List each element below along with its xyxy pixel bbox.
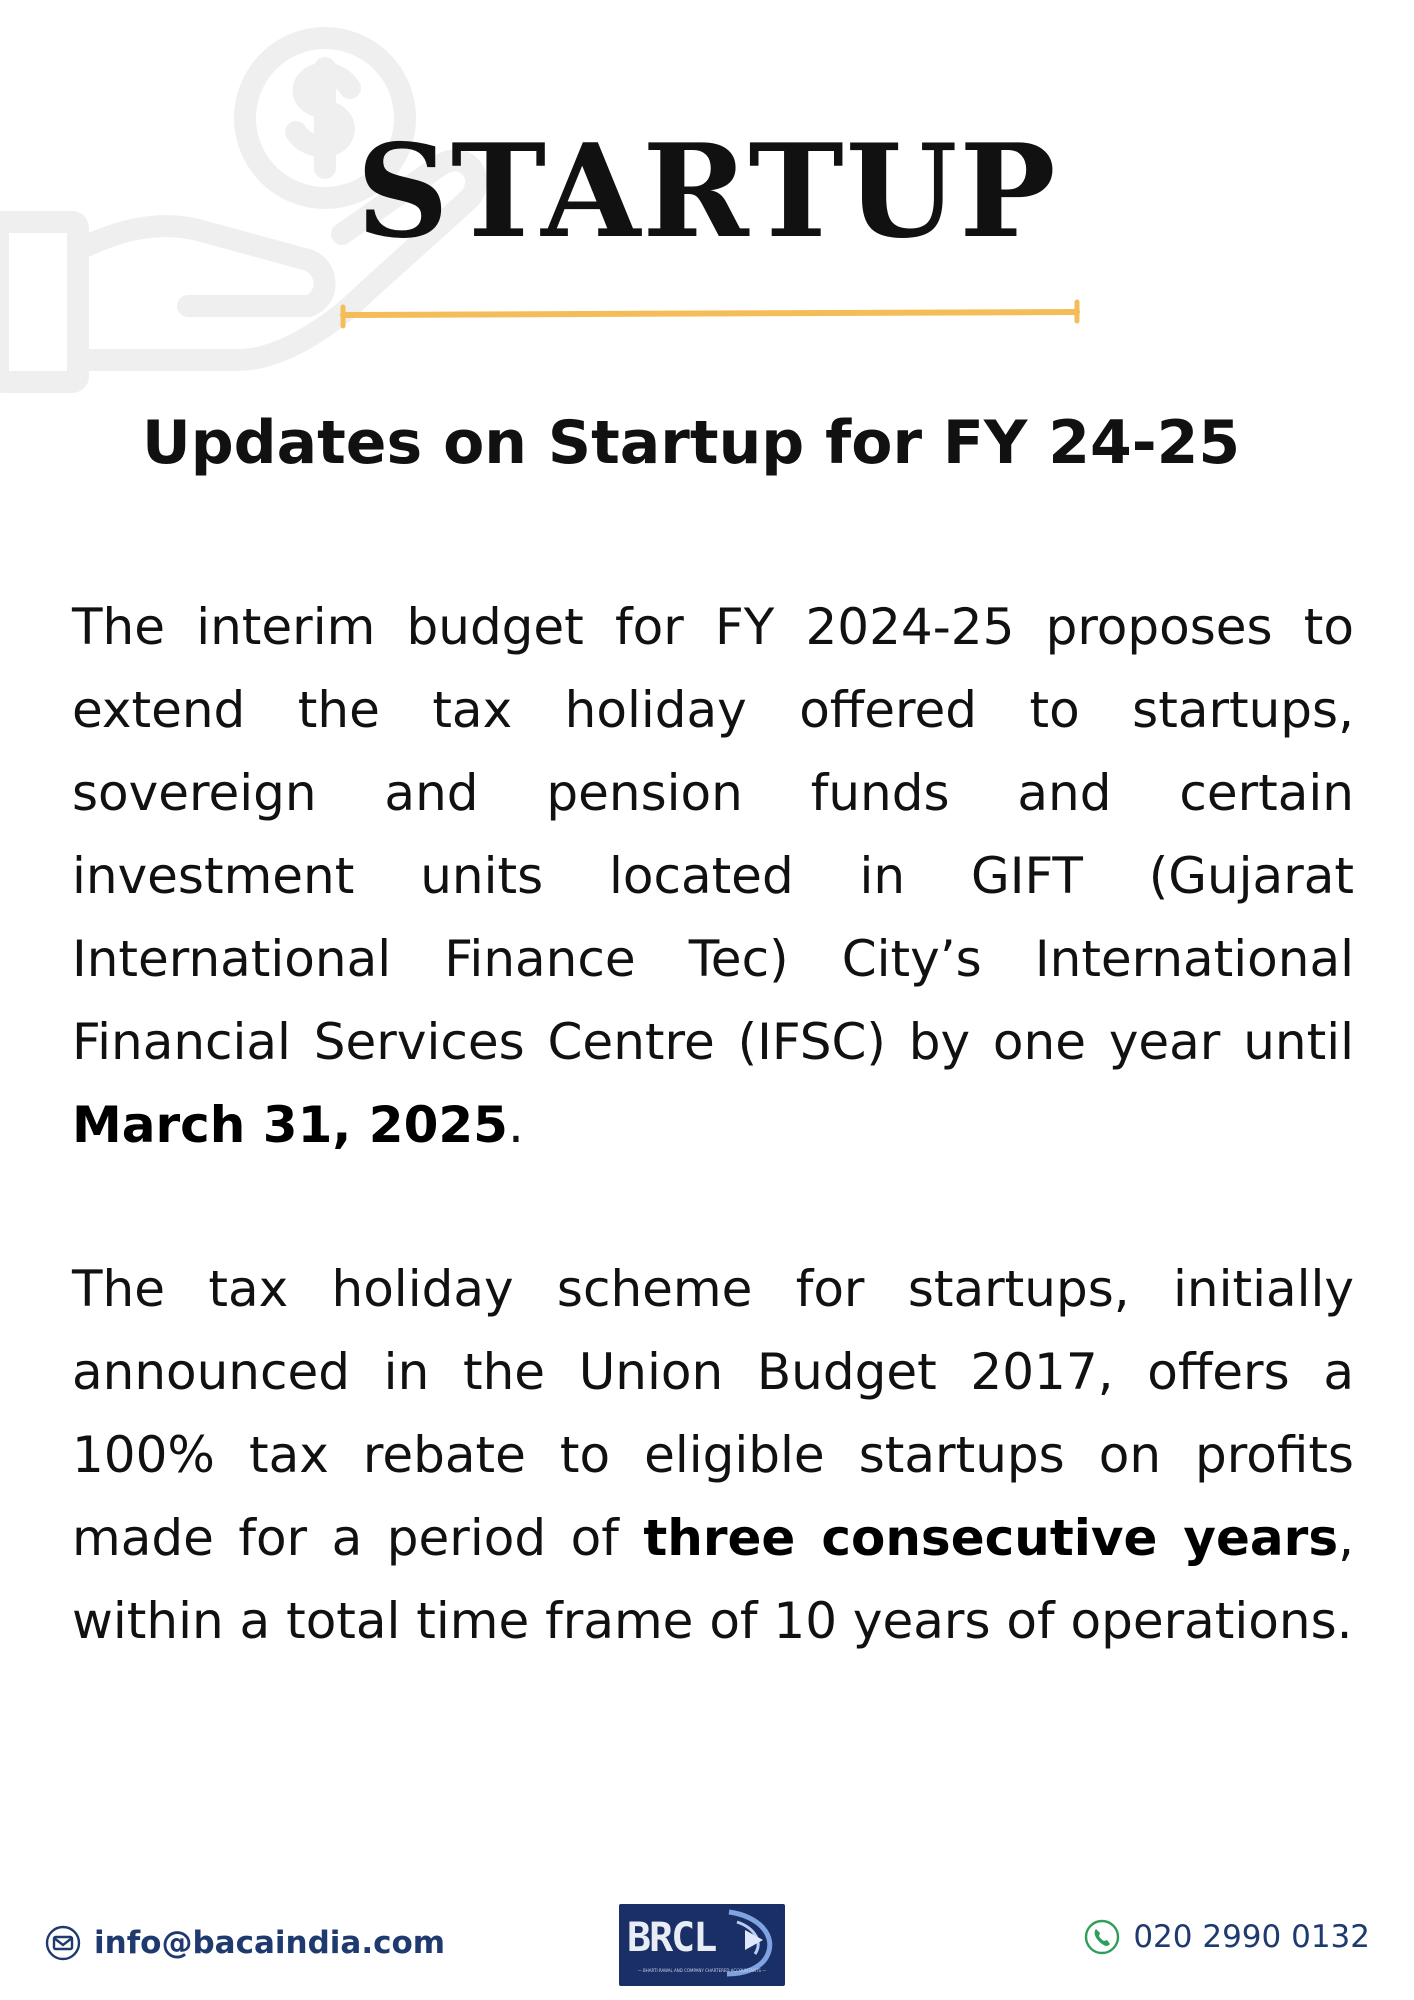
company-logo [619, 1904, 785, 1986]
paragraph-2-highlight: three consecutive years [643, 1509, 1339, 1567]
title-underline [340, 290, 1080, 330]
email-address[interactable]: info@bacaindia.com [94, 1925, 446, 1961]
paragraph-2-text: The tax holiday scheme for startups, initially announced in the Union Budget 2017, offers a 100% tax rebate to eligible startups on profits made for a period of [72, 1260, 1354, 1567]
logo-text: BRCL [627, 1915, 716, 1961]
paragraph-1-end: . [507, 1096, 524, 1154]
section-heading: Updates on Startup for FY 24-25 [142, 408, 1241, 478]
paragraph-2-end: , within a total time frame of 10 years of operations. [72, 1509, 1354, 1650]
phone-number[interactable]: 020 2990 0132 [1133, 1919, 1370, 1955]
phone-icon [1083, 1918, 1121, 1956]
paragraph-1-highlight: March 31, 2025 [72, 1096, 508, 1154]
footer-email[interactable] [44, 1920, 445, 1966]
paragraph-2 [72, 1248, 1354, 1663]
mail-icon [44, 1924, 82, 1962]
page-title: STARTUP [356, 117, 1058, 267]
paragraph-1-text: The interim budget for FY 2024-25 proposes to extend the tax holiday offered to startups, sovereign and pension funds and certain investment units located in GIFT (Gujarat International Finance Tec) City’s International Financial Services Centre (IFSC) by one year until [72, 598, 1354, 1071]
footer-phone[interactable] [1083, 1914, 1370, 1960]
logo-tagline: — BHARTI RAWAL AND COMPANY CHARTERED ACCOUNTANTS — [637, 1968, 767, 1973]
paragraph-1 [72, 586, 1354, 1167]
